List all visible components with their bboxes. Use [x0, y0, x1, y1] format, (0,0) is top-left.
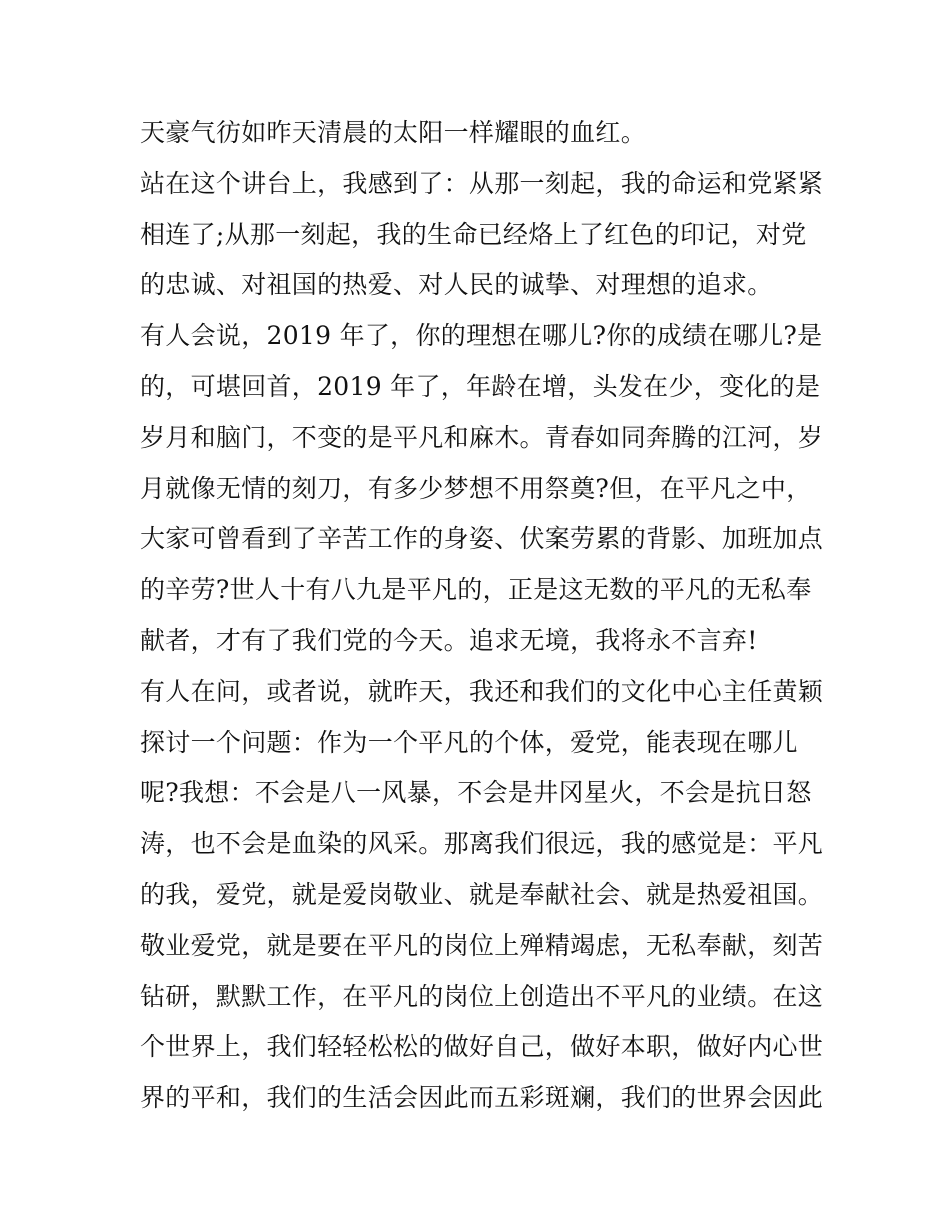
text-line: 个世界上，我们轻轻松松的做好自己，做好本职，做好内心世	[140, 1032, 824, 1062]
text-line: 献者，才有了我们党的今天。追求无境，我将永不言弃!	[140, 625, 758, 655]
text-line: 的，可堪回首，2019 年了，年龄在增，头发在少，变化的是	[140, 371, 821, 401]
text-line: 的忠诚、对祖国的热爱、对人民的诚挚、对理想的追求。	[140, 270, 773, 300]
text-line: 敬业爱党，就是要在平凡的岗位上殚精竭虑，无私奉献，刻苦	[140, 930, 824, 960]
text-line: 的我，爱党，就是爱岗敬业、就是奉献社会、就是热爱祖国。	[140, 879, 824, 909]
text-line: 有人在问，或者说，就昨天，我还和我们的文化中心主任黄颖	[140, 676, 824, 706]
text-line: 界的平和，我们的生活会因此而五彩斑斓，我们的世界会因此	[140, 1083, 824, 1113]
text-line: 月就像无情的刻刀，有多少梦想不用祭奠?但，在平凡之中，	[140, 473, 812, 503]
text-line: 大家可曾看到了辛苦工作的身姿、伏案劳累的背影、加班加点	[140, 524, 824, 554]
text-line: 站在这个讲台上，我感到了：从那一刻起，我的命运和党紧紧	[140, 168, 824, 198]
text-line: 岁月和脑门，不变的是平凡和麻木。青春如同奔腾的江河，岁	[140, 422, 824, 452]
text-line: 天豪气彷如昨天清晨的太阳一样耀眼的血红。	[140, 118, 647, 147]
text-line: 钻研，默默工作，在平凡的岗位上创造出不平凡的业绩。在这	[140, 981, 824, 1011]
body-text	[140, 108, 824, 1124]
text-line: 呢?我想：不会是八一风暴，不会是井冈星火，不会是抗日怒	[140, 778, 812, 808]
text-line: 相连了;从那一刻起，我的生命已经烙上了红色的印记，对党	[140, 219, 807, 249]
text-line: 探讨一个问题：作为一个平凡的个体，爱党，能表现在哪儿	[140, 727, 798, 757]
text-line: 涛，也不会是血染的风采。那离我们很远，我的感觉是：平凡	[140, 829, 824, 859]
text-line: 的辛劳?世人十有八九是平凡的，正是这无数的平凡的无私奉	[140, 575, 812, 605]
text-line: 有人会说，2019 年了，你的理想在哪儿?你的成绩在哪儿?是	[140, 321, 823, 351]
